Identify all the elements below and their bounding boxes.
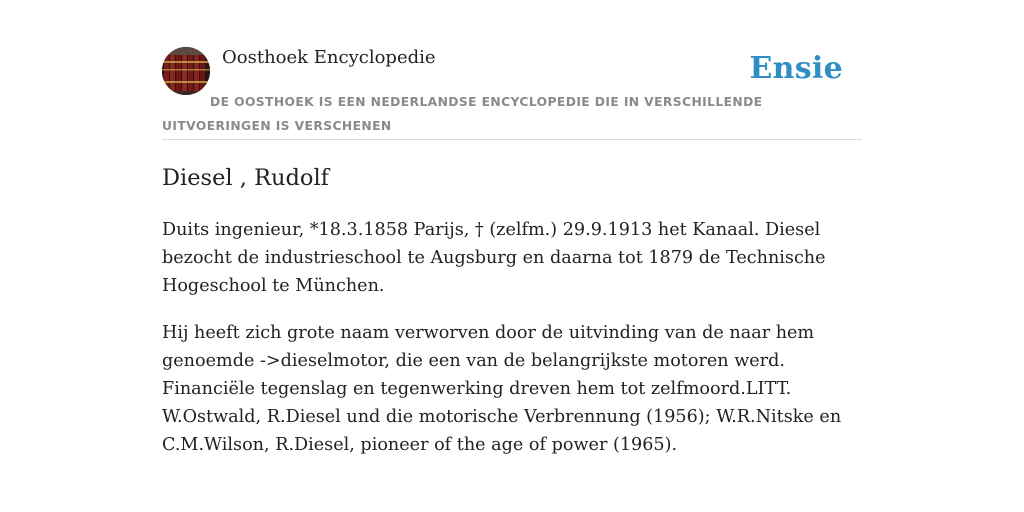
source-name[interactable]: Oosthoek Encyclopedie <box>222 47 436 68</box>
page-header <box>162 46 862 140</box>
bookshelf-avatar-icon[interactable] <box>162 47 210 95</box>
article-title: Diesel , Rudolf <box>162 165 329 191</box>
article-paragraph: Hij heeft zich grote naam verworven door de uitvinding van de naar hem genoemde ->dieselmotor, die een van de belangrijkste motoren werd. Financiële tegenslag en tegenwerking dreven hem tot zelfmoord.LITT. W.Ostwald, R.Diesel und die motorische Verbrennung (1956); W.R.Nitske en C.M.Wilson, R.Diesel, pioneer of the age of power (1965). <box>162 323 842 455</box>
source-tagline: DE OOSTHOEK IS EEN NEDERLANDSE ENCYCLOPEDIE DIE IN VERSCHILLENDE UITVOERINGEN IS VERSCHENEN <box>162 95 763 133</box>
ensie-logo-link[interactable]: Ensie <box>749 51 843 86</box>
article-paragraph: Duits ingenieur, *18.3.1858 Parijs, † (zelfm.) 29.9.1913 het Kanaal. Diesel bezocht de industrieschool te Augsburg en daarna tot 1879 de Technische Hogeschool te München. <box>162 220 826 296</box>
article <box>162 160 862 478</box>
